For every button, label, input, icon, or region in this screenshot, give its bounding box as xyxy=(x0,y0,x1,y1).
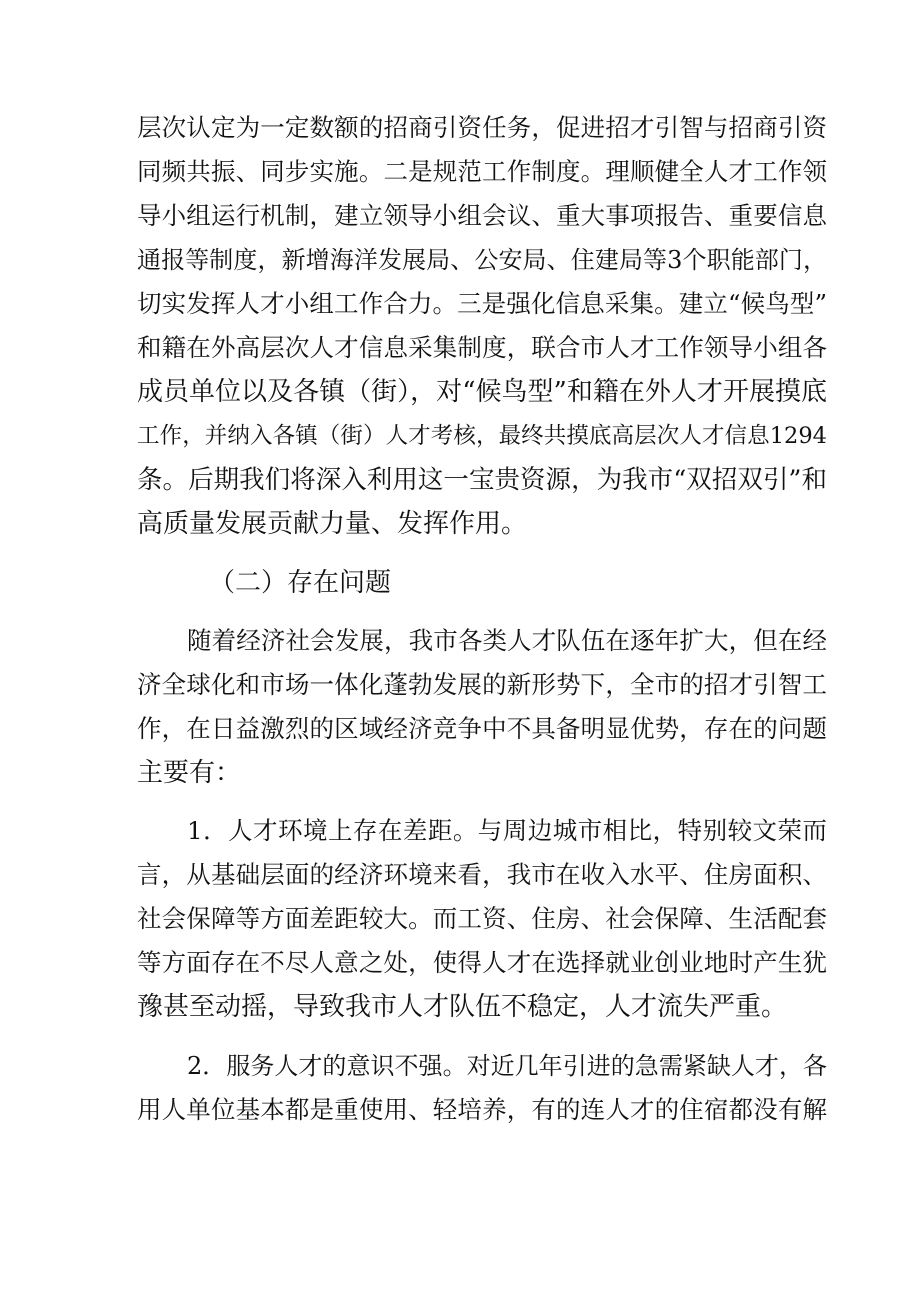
text-line: 层次认定为一定数额的招商引资任务，促进招才引智与招商引资 xyxy=(137,113,827,142)
text-line: 工作，并纳入各镇（街）人才考核，最终共摸底高层次人才信息1294 xyxy=(137,423,827,449)
text-line: 条。后期我们将深入利用这一宝贵资源，为我市“双招双引”和 xyxy=(137,465,827,495)
list-item-heading: 2．服务人才的意识不强。对近几年引进的急需紧缺人才，各 xyxy=(187,1052,827,1080)
section-heading: （二）存在问题 xyxy=(209,568,392,598)
text-line: 同频共振、同步实施。二是规范工作制度。理顺健全人才工作领 xyxy=(137,157,827,186)
text-line: 作，在日益激烈的区域经济竞争中不具备明显优势，存在的问题 xyxy=(137,714,827,743)
list-item-heading: 1．人才环境上存在差距。与周边城市相比，特别较文荣而 xyxy=(187,816,827,845)
text-line: 等方面存在不尽人意之处，使得人才在选择就业创业地时产生犹 xyxy=(137,948,827,977)
text-line: 导小组运行机制，建立领导小组会议、重大事项报告、重要信息 xyxy=(137,201,827,230)
text-line: 高质量发展贡献力量、发挥作用。 xyxy=(137,509,528,539)
text-line: 豫甚至动摇，导致我市人才队伍不稳定，人才流失严重。 xyxy=(137,992,788,1022)
text-line: 社会保障等方面差距较大。而工资、住房、社会保障、生活配套 xyxy=(137,904,827,933)
text-line: 切实发挥人才小组工作合力。三是强化信息采集。建立“候鸟型” xyxy=(137,289,827,318)
text-line: 言，从基础层面的经济环境来看，我市在收入水平、住房面积、 xyxy=(137,860,827,889)
text-line: 成员单位以及各镇（街），对“候鸟型”和籍在外人才开展摸底 xyxy=(137,377,827,407)
text-line: 主要有： xyxy=(137,758,242,788)
text-line: 和籍在外高层次人才信息采集制度，联合市人才工作领导小组各 xyxy=(137,333,827,362)
text-line: 随着经济社会发展，我市各类人才队伍在逐年扩大，但在经 xyxy=(187,626,827,655)
text-line: 济全球化和市场一体化蓬勃发展的新形势下，全市的招才引智工 xyxy=(137,670,827,699)
text-line: 通报等制度，新增海洋发展局、公安局、住建局等3个职能部门， xyxy=(137,246,827,274)
text-line: 用人单位基本都是重使用、轻培养，有的连人才的住宿都没有解 xyxy=(137,1095,827,1124)
